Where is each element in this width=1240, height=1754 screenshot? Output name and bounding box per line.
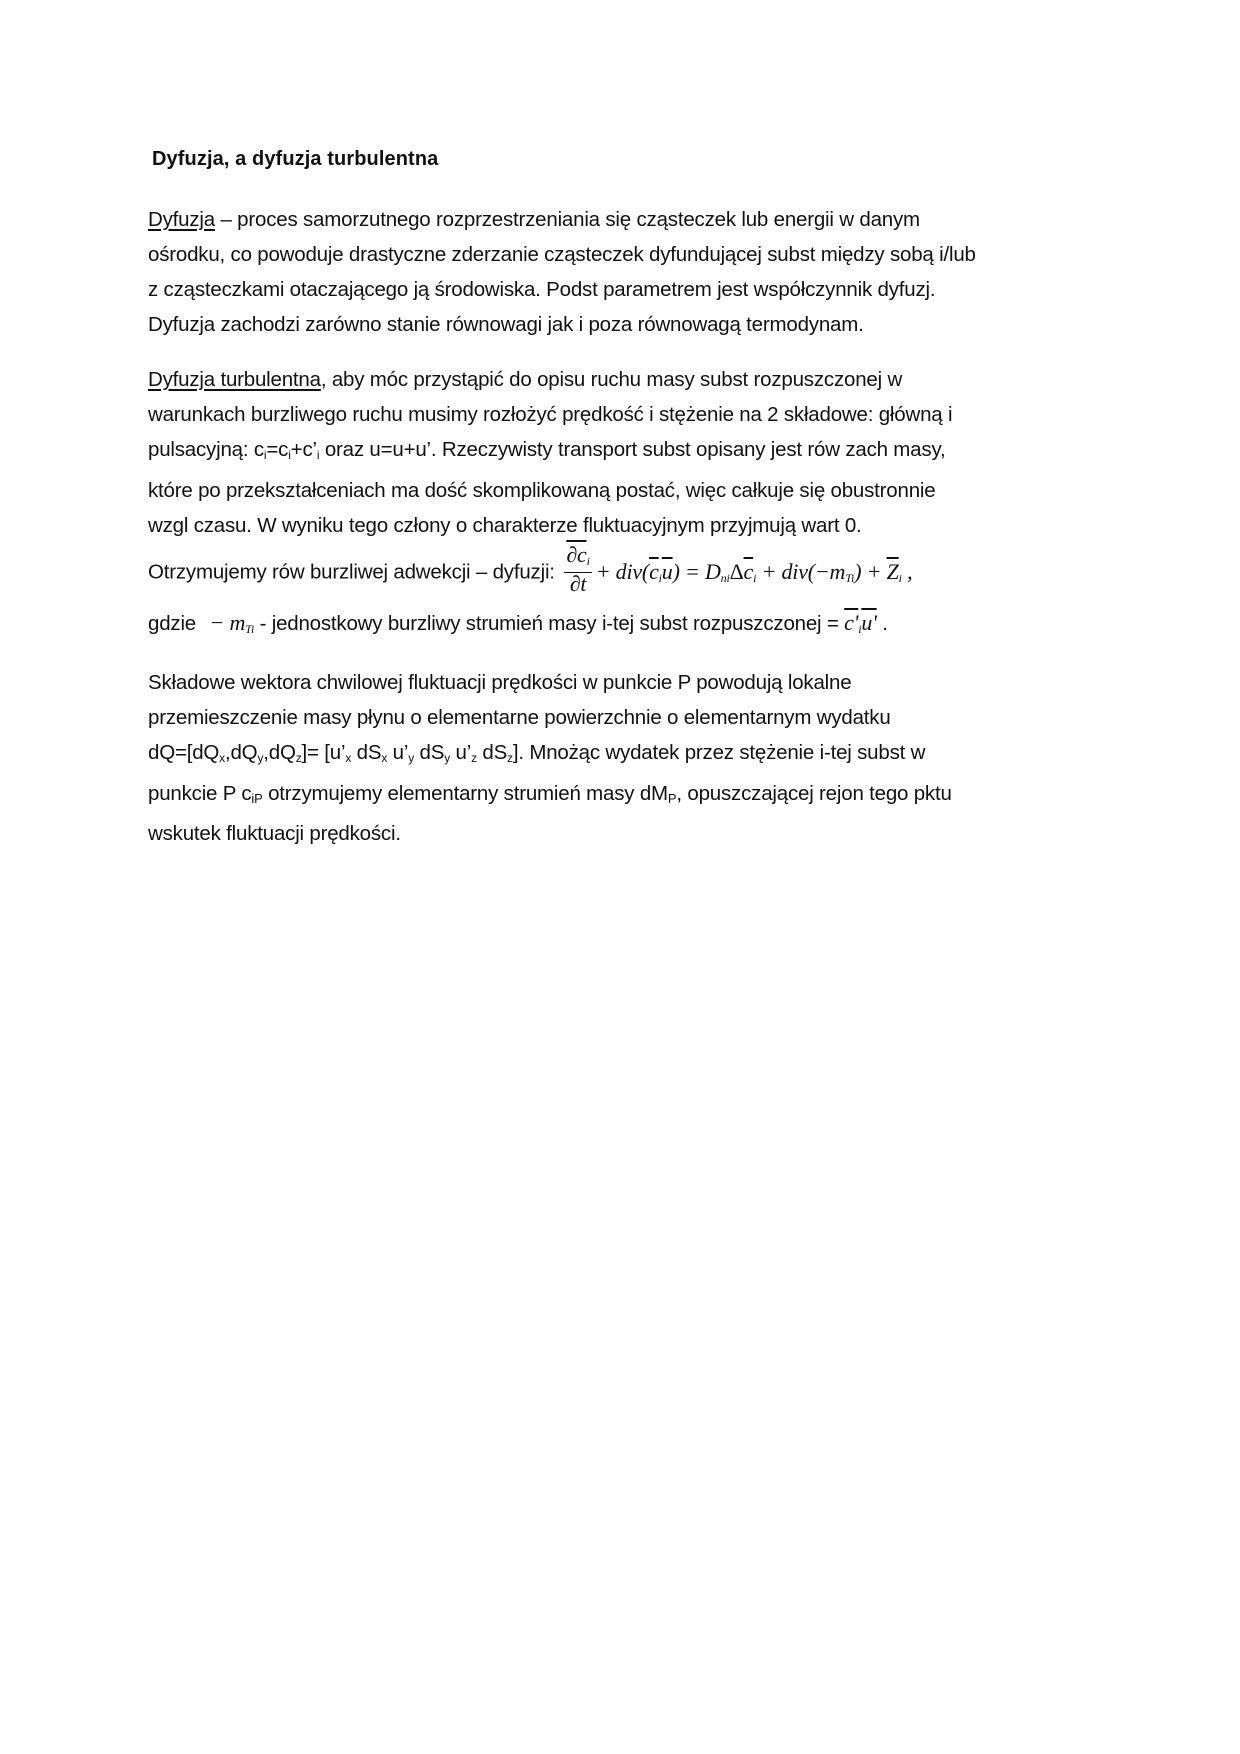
subscript: Ti — [845, 570, 855, 585]
document-title: Dyfuzja, a dyfuzja turbulentna — [152, 148, 439, 170]
term-dyfuzja-turbulentna: Dyfuzja turbulentna — [148, 368, 321, 391]
text: ]= [u’ — [301, 741, 346, 764]
paragraph-line: ośrodku, co powoduje drastyczne zderzanie cząsteczek dyfundującej subst między sobą i/lub — [148, 243, 976, 266]
text: otrzymujemy elementarny strumień masy dM — [262, 782, 668, 805]
math-text: + div(−m — [756, 558, 846, 584]
paragraph-line: Dyfuzja zachodzi zarówno stanie równowagi jak i poza równowagą termodynam. — [148, 313, 864, 336]
paragraph-line: wzgl czasu. W wyniku tego człony o charakterze fluktuacyjnym przyjmują wart 0. — [148, 514, 862, 537]
paragraph-line: które po przekształceniach ma dość skomplikowaną postać, więc całkuje się obustronnie — [148, 479, 936, 502]
text: , aby móc przystąpić do opisu ruchu masy subst rozpuszczonej w — [320, 368, 903, 391]
paragraph-dyfuzja-turbulentna — [148, 362, 1098, 543]
equation-row — [148, 542, 1098, 599]
text: oraz u=u+u’. Rzeczywisty transport subst opisany jest rów zach masy, — [319, 438, 946, 461]
math-text: ) = D — [672, 558, 721, 584]
term-dyfuzja: Dyfuzja — [148, 208, 215, 231]
text: – proces samorzutnego rozprzestrzeniania się cząsteczek lub energii w danym — [214, 208, 920, 231]
where-line — [148, 605, 1098, 647]
paragraph-line: Składowe wektora chwilowej fluktuacji prędkości w punkcie P powodują lokalne — [148, 671, 852, 694]
text: dQ=[dQ — [148, 741, 220, 764]
text: u’ — [387, 741, 409, 764]
subscript: z — [295, 751, 302, 765]
text: ,dQ — [263, 741, 296, 764]
subscript: x — [381, 751, 388, 765]
subscript: x — [345, 751, 352, 765]
math-text: u' — [861, 610, 877, 635]
paragraph-line — [148, 202, 1098, 237]
partial-derivative-fraction — [564, 544, 591, 595]
paragraph-line — [148, 776, 1098, 816]
subscript: z — [507, 751, 513, 765]
paragraph-fluktuacje — [148, 665, 1098, 851]
text: pulsacyjną: c — [148, 438, 264, 461]
text: dS — [414, 741, 445, 764]
paragraph-line: przemieszczenie masy płynu o elementarne powierzchnie o elementarnym wydatku — [148, 706, 891, 729]
text: - jednostkowy burzliwy strumień masy i-tej subst rozpuszczonej = — [254, 612, 845, 635]
subscript: iP — [251, 791, 263, 806]
subscript: z — [471, 751, 477, 765]
math-text: $\overline{c}$ — [743, 558, 754, 584]
paragraph-line: z cząsteczkami otaczającego ją środowiska. Podst parametrem jest współczynnik dyfuzj. — [148, 278, 936, 301]
math-text: Δ — [729, 558, 744, 584]
subscript: i — [858, 622, 862, 636]
paragraph-line: wskutek fluktuacji prędkości. — [148, 822, 401, 845]
math-expression — [210, 610, 255, 635]
paragraph-dyfuzja — [148, 202, 1098, 342]
subscript: P — [667, 791, 677, 806]
subscript: i — [753, 570, 757, 585]
subscript: ni — [720, 570, 730, 585]
advection-diffusion-equation — [560, 542, 913, 596]
subscript: i — [586, 554, 590, 568]
subscript: i — [263, 448, 267, 462]
subscript: i — [658, 570, 662, 585]
math-text: + div( — [595, 558, 650, 584]
math-text: − m — [209, 610, 246, 635]
math-text: c' — [844, 610, 859, 635]
math-text: $\overline{c}$ — [649, 558, 659, 584]
math-expression — [844, 610, 877, 635]
text: . — [876, 612, 888, 635]
subscript: i — [316, 448, 320, 462]
subscript: i — [288, 448, 291, 462]
text: dS — [476, 741, 508, 764]
math-text: , — [901, 558, 913, 584]
text: punkcie P c — [148, 782, 252, 805]
paragraph-line — [148, 735, 1098, 776]
text: gdzie — [148, 612, 197, 635]
text: ,dQ — [224, 741, 258, 764]
fraction-numerator — [564, 544, 591, 573]
paragraph-line: warunkach burzliwego ruchu musimy rozłożyć prędkość i stężenie na 2 składowe: główną i — [148, 403, 953, 426]
paragraph-line — [148, 362, 1098, 397]
math-text: ) + — [854, 558, 887, 584]
subscript: y — [257, 751, 264, 765]
subscript: y — [408, 751, 415, 765]
math-text: $\overline{Z}$ — [886, 558, 899, 584]
math-text: $\overline{u}$ — [661, 558, 673, 584]
equation-line — [148, 542, 1098, 599]
subscript: Ti — [245, 622, 255, 636]
text: +c’ — [290, 438, 317, 461]
subscript: y — [444, 751, 450, 765]
text: =c — [266, 438, 289, 461]
paragraph-line — [148, 432, 1098, 473]
fraction-denominator: ∂t — [569, 571, 587, 596]
text: , opuszczającej rejon tego pktu — [676, 782, 952, 805]
numerator-text: ∂c — [566, 542, 587, 567]
where-row — [148, 605, 1098, 647]
subscript: x — [219, 751, 225, 765]
equation-lead-text: Otrzymujemy rów burzliwej adwekcji – dyfuzji: — [148, 560, 555, 584]
text: u’ — [450, 741, 472, 764]
subscript: i — [898, 570, 902, 585]
text: dS — [351, 741, 382, 764]
text: ]. Mnożąc wydatek przez stężenie i-tej subst w — [512, 741, 926, 764]
